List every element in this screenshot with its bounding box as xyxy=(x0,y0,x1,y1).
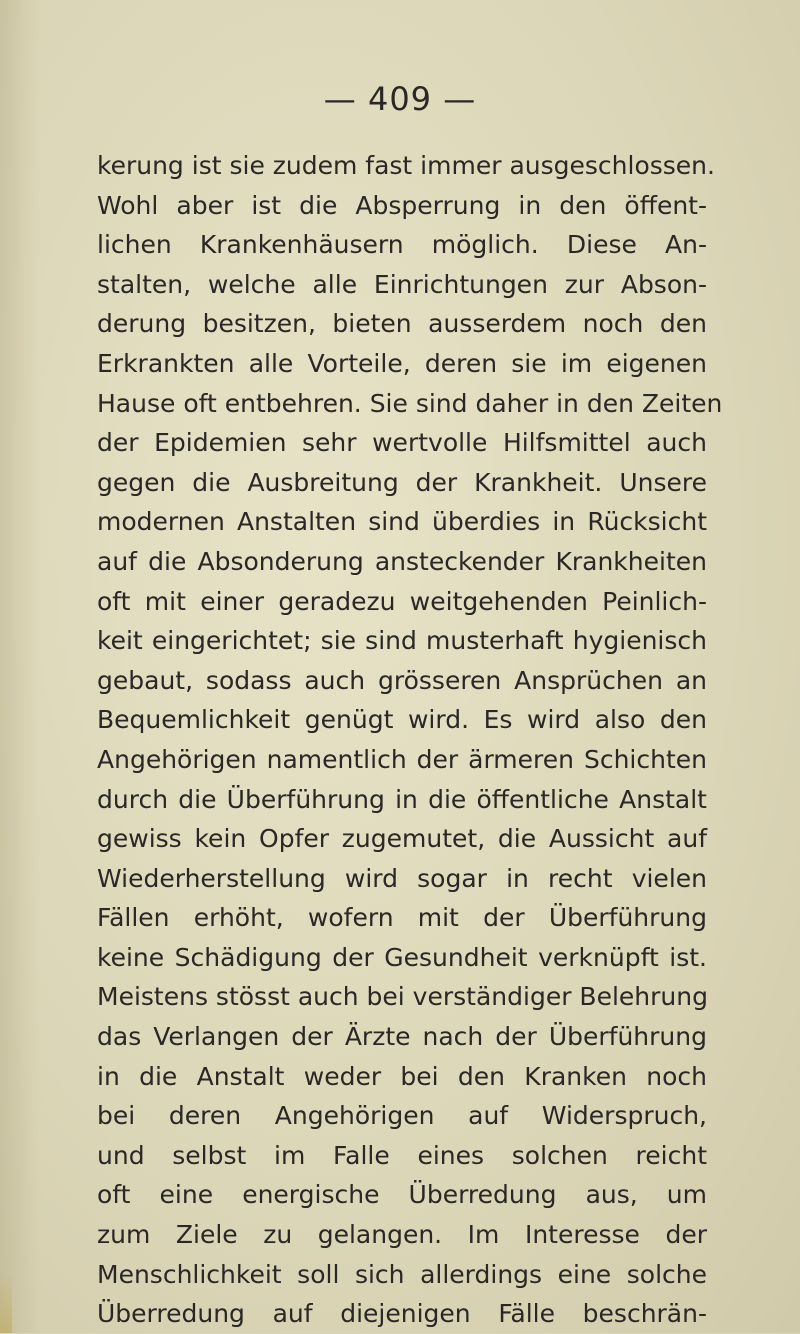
page-number: — 409 — xyxy=(323,80,477,118)
text-line: Bequemlichkeit genügt wird. Es wird also den xyxy=(97,705,707,735)
page-edge-shadow xyxy=(0,0,40,1333)
text-line: bei deren Angehörigen auf Widerspruch, xyxy=(97,1101,707,1131)
text-line: Wiederherstellung wird sogar in recht vielen xyxy=(97,863,707,893)
text-line: in die Anstalt weder bei den Kranken noch xyxy=(97,1061,707,1091)
text-line: oft eine energische Überredung aus, um xyxy=(97,1180,707,1210)
text-line: der Epidemien sehr wertvolle Hilfsmittel auch xyxy=(97,428,707,458)
text-line: und selbst im Falle eines solchen reicht xyxy=(97,1140,707,1170)
text-line: Angehörigen namentlich der ärmeren Schichten xyxy=(97,744,707,774)
page-stain xyxy=(0,1273,12,1333)
text-line: Meistens stösst auch bei verständiger Belehrung xyxy=(97,982,708,1012)
text-line: zum Ziele zu gelangen. Im Interesse der xyxy=(97,1220,707,1250)
text-line: Überredung auf diejenigen Fälle beschrän- xyxy=(97,1299,707,1329)
text-line: lichen Krankenhäusern möglich. Diese An- xyxy=(97,230,707,260)
body-text xyxy=(97,146,723,1334)
text-line: keine Schädigung der Gesundheit verknüpft ist. xyxy=(97,942,707,972)
text-line: modernen Anstalten sind überdies in Rücksicht xyxy=(97,507,707,537)
text-line: Erkrankten alle Vorteile, deren sie im eigenen xyxy=(97,348,707,378)
text-line: Menschlichkeit soll sich allerdings eine solche xyxy=(97,1259,707,1289)
text-line: gegen die Ausbreitung der Krankheit. Unsere xyxy=(97,467,707,497)
text-line: durch die Überführung in die öffentliche Anstalt xyxy=(97,784,707,814)
text-line: Hause oft entbehren. Sie sind daher in den Zeiten xyxy=(97,388,723,418)
text-line: auf die Absonderung ansteckender Krankheiten xyxy=(97,546,707,576)
text-line: derung besitzen, bieten ausserdem noch den xyxy=(97,309,707,339)
text-line: Wohl aber ist die Absperrung in den öffent- xyxy=(97,190,707,220)
text-line: das Verlangen der Ärzte nach der Überführung xyxy=(97,1022,707,1052)
text-line: gebaut, sodass auch grösseren Ansprüchen an xyxy=(97,665,707,695)
text-line: stalten, welche alle Einrichtungen zur Abson- xyxy=(97,269,707,299)
text-line: keit eingerichtet; sie sind musterhaft hygienisch xyxy=(97,626,707,656)
text-line: oft mit einer geradezu weitgehenden Peinlich- xyxy=(97,586,707,616)
text-line: Fällen erhöht, wofern mit der Überführung xyxy=(97,903,707,933)
text-line: gewiss kein Opfer zugemutet, die Aussicht auf xyxy=(97,824,707,854)
text-line: kerung ist sie zudem fast immer ausgeschlossen. xyxy=(97,151,715,180)
